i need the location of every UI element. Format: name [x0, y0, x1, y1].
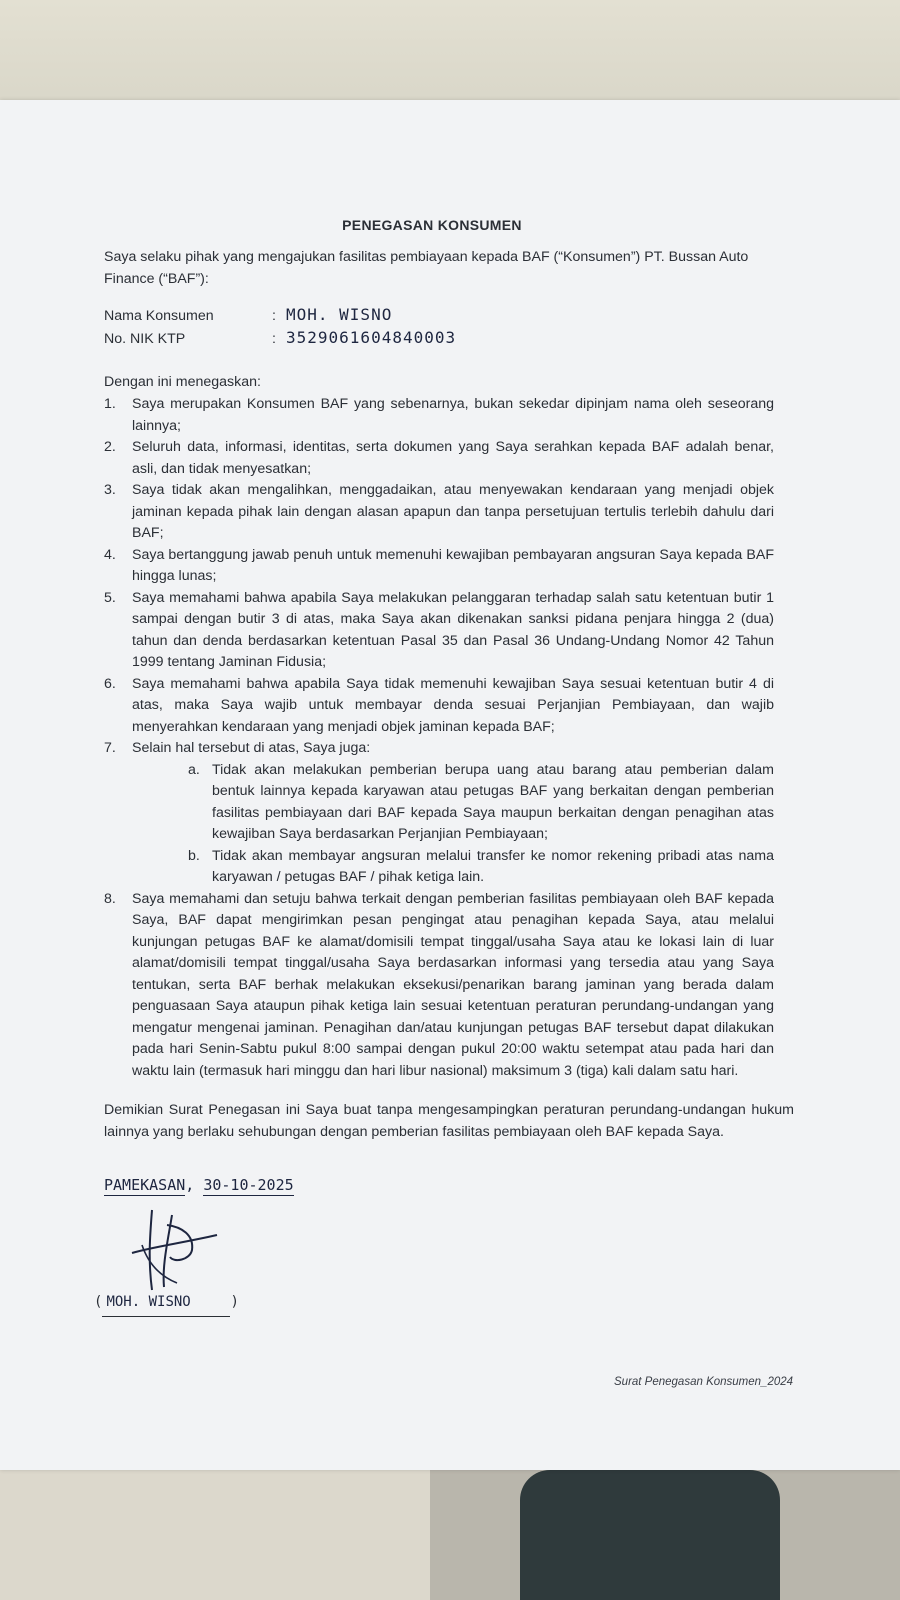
item-text: Saya memahami bahwa apabila Saya melakukan pelanggaran terhadap salah satu ketentuan butir 1 sampai dengan butir 3 di atas, maka Saya akan dikenakan sanksi pidana penjara hingga 2 (dua) tahun dan denda berdasarkan ketentuan Pasal 35 dan Pasal 36 Undang-Undang Nomor 42 Tahun 1999 tentang Jaminan Fidusia; — [132, 589, 774, 670]
field-label: No. NIK KTP — [104, 331, 186, 347]
sub-list-item — [188, 846, 774, 889]
list-item — [104, 588, 774, 674]
statement-list — [104, 394, 774, 1082]
sub-list-item — [188, 760, 774, 846]
list-item — [104, 437, 774, 480]
field-colon: : — [272, 331, 276, 347]
item-text: Saya merupakan Konsumen BAF yang sebenarnya, bukan sekedar dipinjam nama oleh seseorang lainnya; — [132, 396, 774, 434]
document-page — [0, 100, 900, 1470]
paren-open: ( — [94, 1294, 103, 1310]
sub-item-text: Tidak akan melakukan pemberian berupa uang atau barang atau pemberian dalam bentuk lainnya kepada karyawan atau petugas BAF yang berkaitan dengan pemberian fasilitas pembiayaan dari BAF kepada Saya maupun berkaitan dengan penagihan atas kewajiban Saya berdasarkan Perjanjian Pembiayaan; — [212, 761, 774, 842]
signer-name: MOH. WISNO — [102, 1292, 230, 1317]
item-number: 5. — [104, 589, 116, 606]
field-nama-konsumen — [104, 304, 604, 328]
item-text: Saya tidak akan mengalihkan, menggadaikan, atau menyewakan kendaraan yang menjadi objek jaminan kepada pihak lain dengan alasan apapun dan tanpa persetujuan tertulis terlebih dahulu dari BAF; — [132, 482, 774, 541]
item-number: 7. — [104, 740, 116, 756]
signature — [122, 1205, 232, 1295]
list-item — [104, 480, 774, 545]
paren-close: ) — [230, 1294, 239, 1310]
item-text: Saya memahami dan setuju bahwa terkait dengan pemberian fasilitas pembiayaan oleh BAF kepada Saya, BAF dapat mengirimkan pesan pengingat atau penagihan kepada Saya, atau melalui kunjungan petugas BAF ke alamat/domisili tempat tinggal/usaha Saya atau ke lokasi lain di luar alamat/domisili tempat tinggal/usaha Saya berdasarkan informasi yang tersedia atau yang Saya tentukan, serta BAF berhak melakukan eksekusi/penarikan barang jaminan yang berada dalam penguasaan Saya ataupun pihak ketiga lain sesuai ketentuan peraturan perundang-undangan yang mengatur mengenai jaminan. Penagihan dan/atau kunjungan petugas BAF tersebut dapat dilakukan pada hari Senin-Sabtu pukul 8:00 sampai dengan pukul 20:00 waktu setempat atau pada hari dan waktu lain (termasuk hari minggu dan hari libur nasional) maksimum 3 (tiga) kali dalam satu hari. — [132, 890, 774, 1079]
item-number: 4. — [104, 546, 116, 563]
field-nik-ktp — [104, 327, 604, 351]
item-text: Saya memahami bahwa apabila Saya tidak memenuhi kewajiban Saya sesuai ketentuan butir 4 di atas, maka Saya wajib untuk membayar denda sesuai Perjanjian Pembiayaan, dan wajib menyerahkan kendaraan yang menjadi objek jaminan kepada BAF; — [132, 675, 774, 735]
place-date — [104, 1175, 294, 1197]
item-number: 8. — [104, 890, 116, 907]
date: 30-10-2025 — [203, 1176, 294, 1194]
field-colon: : — [272, 308, 276, 324]
list-item — [104, 674, 774, 739]
item-number: 6. — [104, 675, 116, 692]
item-number: 3. — [104, 482, 116, 498]
item-text: Selain hal tersebut di atas, Saya juga: — [132, 740, 371, 756]
handwritten-nik: 3529061604840003 — [286, 328, 457, 347]
handwritten-name: MOH. WISNO — [286, 305, 393, 324]
document-footer: Surat Penegasan Konsumen_2024 — [614, 1376, 794, 1388]
sub-item-letter: a. — [188, 761, 200, 778]
item-number: 2. — [104, 439, 116, 455]
list-item — [104, 738, 774, 889]
dark-object — [520, 1470, 780, 1600]
signer-name-block — [94, 1292, 239, 1317]
item-number: 1. — [104, 396, 116, 412]
list-item — [104, 545, 774, 588]
list-item — [104, 394, 774, 437]
field-label: Nama Konsumen — [104, 308, 214, 324]
closing-paragraph: Demikian Surat Penegasan ini Saya buat tanpa mengesampingkan peraturan perundang-undangan hukum lainnya yang berlaku sehubungan dengan pemberian fasilitas pembiayaan oleh BAF kepada Saya. — [104, 1102, 794, 1140]
floor-surface — [0, 1470, 430, 1600]
list-item — [104, 889, 774, 1083]
sub-item-letter: b. — [188, 847, 200, 864]
item-text: Seluruh data, informasi, identitas, serta dokumen yang Saya serahkan kepada BAF adalah benar, asli, dan tidak menyesatkan; — [132, 439, 774, 477]
document-title: PENEGASAN KONSUMEN — [342, 217, 522, 233]
sub-item-text: Tidak akan membayar angsuran melalui transfer ke nomor rekening pribadi atas nama karyawan / petugas BAF / pihak ketiga lain. — [212, 847, 774, 885]
item-text: Saya bertanggung jawab penuh untuk memenuhi kewajiban pembayaran angsuran Saya kepada BAF hingga lunas; — [132, 546, 774, 584]
place: PAMEKASAN — [104, 1176, 186, 1194]
intro-paragraph: Saya selaku pihak yang mengajukan fasilitas pembiayaan kepada BAF (“Konsumen”) PT. Bussan Auto Finance (“BAF”): — [104, 249, 749, 287]
place-separator: , — [185, 1176, 195, 1194]
preamble: Dengan ini menegaskan: — [104, 374, 261, 390]
sub-list — [132, 760, 774, 889]
